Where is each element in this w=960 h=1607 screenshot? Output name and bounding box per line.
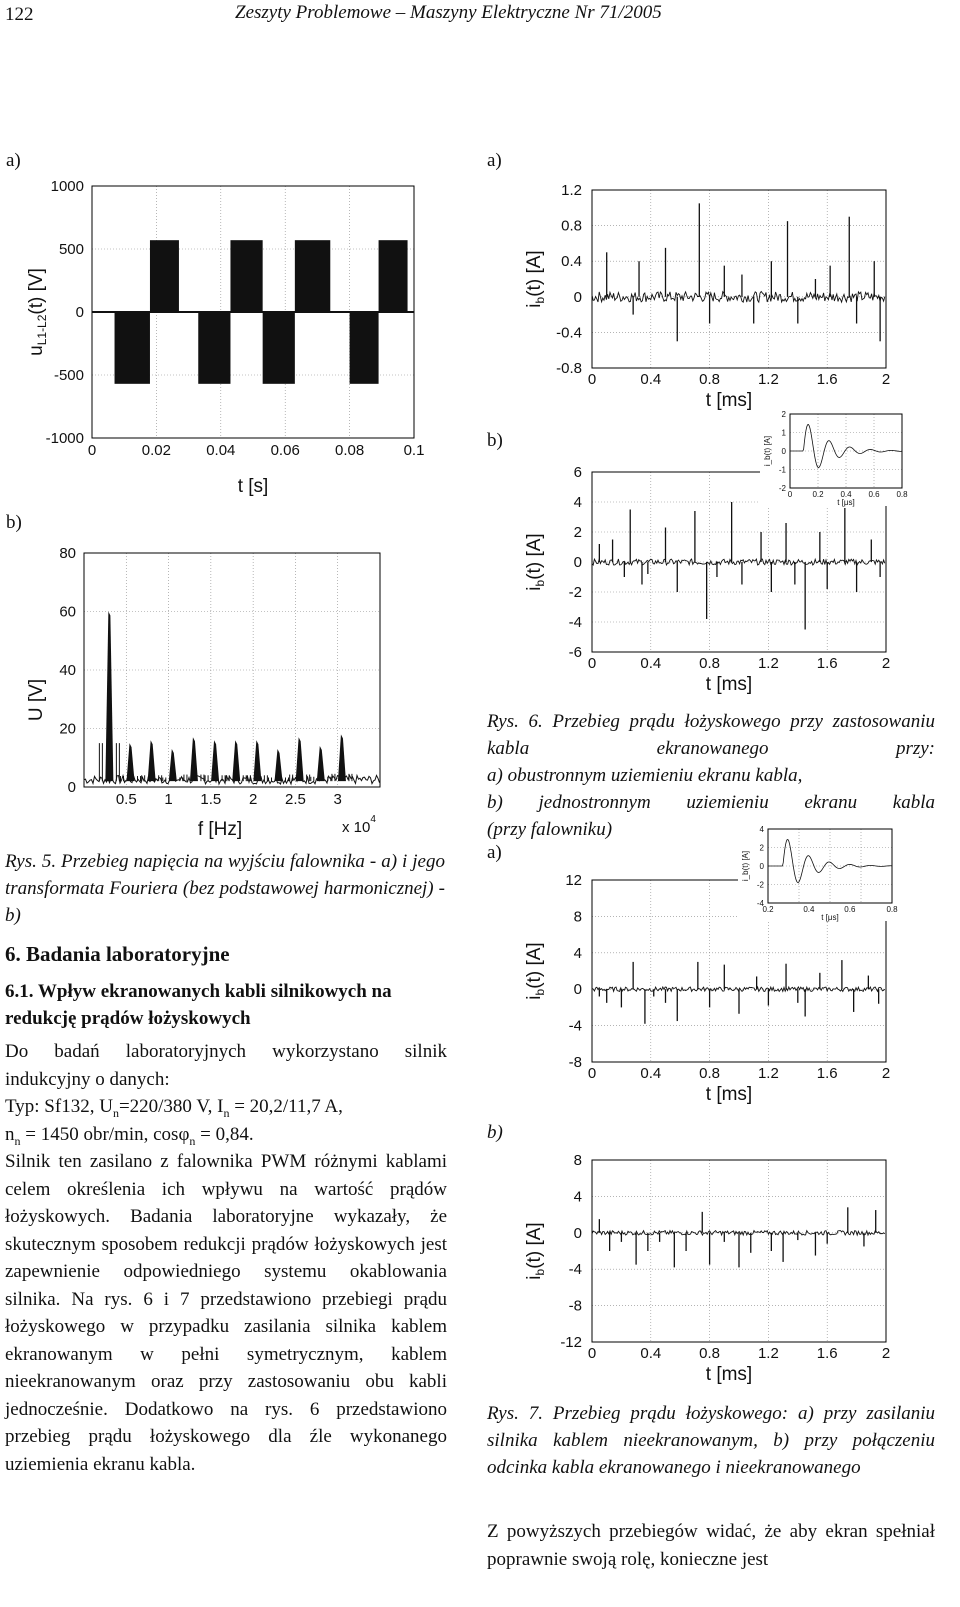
chart-6a-xtick-label: 2	[881, 371, 891, 388]
chart-5b-xtick-label: 2	[248, 791, 258, 808]
chart-5a-pwm-block	[295, 240, 330, 312]
chart-5b-ytick-label: 60	[59, 603, 76, 621]
chart-5b-xlabel: f [Hz]	[197, 819, 243, 840]
fig7-label-b: b)	[487, 1122, 503, 1143]
chart-7a-ytick-label: 0	[573, 981, 582, 999]
chart-6a-group	[524, 182, 890, 411]
chart-7b-ylabel: $i_b(t)$ [A]	[524, 1222, 547, 1280]
chart-7b-ytick-label: 8	[573, 1152, 582, 1169]
chart-7b-xtick-label: 2	[881, 1345, 891, 1362]
chart-5a-ytick-label: 1000	[50, 178, 84, 195]
chart-7a-ytick-label: -4	[568, 1017, 582, 1035]
paragraph-2: Silnik ten zasilano z falownika PWM różnymi kablami celem określenia ich wpływu na wartość prądów łożyskowych. Badania laboratoryjne wykazały, że skutecznym sposobem redukcji prądów łożyskowych jest zapewnienie odpowiedniego systemu okablowania silnika. Na rys. 6 i 7 przedstawiono przebiegi prądu łożyskowego w przypadku zasilania silnika kablem ekranowanym w pełni symetrycznym, kablem nieekranowanym oraz przy zastosowaniu obu kabli jednocześnie. Dodatkowo na rys. 6 przedstawiono przebieg prądu łożyskowego dla źle wykonanego uziemienia ekranu kabla.	[5, 1151, 447, 1475]
chart-6a-ytick-label: -0.4	[556, 324, 582, 342]
chart-6b-inset-ytick-label: 2	[781, 410, 786, 419]
chart-5b-peak	[105, 612, 113, 782]
chart-5b-ytick-label: 0	[67, 779, 76, 796]
fig6-label-b: b)	[487, 430, 503, 451]
chart-5a-pwm-block	[150, 240, 179, 312]
chart-7a-inset-ytick-label: -4	[756, 899, 764, 908]
chart-7a-ytick-label: 12	[565, 872, 582, 889]
chart-5a-ytick-label: 0	[75, 304, 84, 321]
chart-5b-peak	[338, 734, 346, 781]
chart-6b-inset-xtick-label: 0.8	[896, 490, 908, 499]
section-heading: 6. Badania laboratoryjne	[5, 942, 230, 966]
fig5-label-b: b)	[6, 512, 22, 533]
chart-7a-ylabel: $i_b(t)$ [A]	[524, 942, 547, 1000]
chart-7b-ytick-label: 0	[573, 1224, 582, 1242]
chart-5b-ytick-label: 40	[59, 662, 76, 679]
chart-6a-ytick-label: 0	[573, 288, 582, 306]
chart-7b-xlabel: t [ms]	[705, 1364, 753, 1385]
chart-7a-ytick-label: -8	[568, 1054, 582, 1071]
chart-5b-ylabel: U [V]	[26, 678, 47, 722]
fig6-label-a: a)	[487, 150, 502, 171]
chart-5a-xlabel: t [s]	[237, 476, 269, 497]
chart-6a-xtick-label: 0.4	[640, 371, 662, 388]
chart-6b-inset-xtick-label: 0.6	[868, 490, 880, 499]
chart-5a-xtick-label: 0.1	[403, 442, 425, 459]
chart-7a-inset-ytick-label: 2	[759, 843, 764, 853]
section-subheading: 6.1. Wpływ ekranowanych kabli silnikowych na redukcję prądów łożyskowych	[5, 981, 392, 1029]
chart-6a-trace	[592, 292, 885, 303]
fig7-label-a: a)	[487, 842, 502, 863]
chart-5a-xtick-label: 0.02	[141, 442, 172, 459]
chart-5a-ytick-label: 500	[58, 241, 84, 258]
chart-6b-ytick-label: 6	[573, 464, 582, 481]
chart-7a-inset-xtick-label: 0.2	[762, 905, 774, 914]
chart-7a-inset-xtick-label: 0.8	[886, 905, 898, 914]
chart-6b-ytick-label: -2	[568, 584, 582, 601]
chart-6b-inset-xtick-label: 0	[787, 490, 793, 499]
chart-6b-ylabel: $i_b(t)$ [A]	[524, 533, 547, 591]
chart-6b-xtick-label: 1.2	[757, 655, 779, 672]
chart-6b-inset-xlabel: t [μs]	[837, 498, 855, 507]
chart-7b-ytick-label: -4	[568, 1261, 582, 1279]
chart-5a-xtick-label: 0.06	[270, 442, 300, 459]
chart-6b-inset-ytick-label: 1	[781, 428, 786, 438]
motor-type-line: Typ: Sf132, $U_n=220/380$ V, $I_n = 20,2/11,7$ A,	[5, 1096, 343, 1120]
chart-5a-xtick-label: 0.04	[206, 442, 236, 459]
fig5-caption: Rys. 5. Przebieg napięcia na wyjściu falownika - a) i jego transformata Fouriera (bez podstawowej harmonicznej) - b)	[5, 851, 445, 926]
chart-6b-inset	[760, 408, 917, 507]
chart-5a-xtick-label: 0.08	[334, 442, 365, 459]
chart-5b-peak	[296, 737, 304, 781]
chart-5b-xscale: x $10^4$	[342, 814, 376, 836]
chart-6a-xlabel: t [ms]	[705, 390, 753, 411]
chart-7a-inset-xtick-label: 0.6	[844, 905, 856, 914]
chart-6b-ytick-label: 0	[573, 554, 582, 571]
chart-5a-group	[26, 178, 424, 497]
chart-5b-ytick-label: 80	[59, 545, 76, 562]
chart-5a-pwm-block	[379, 240, 408, 312]
chart-5b-peak	[275, 749, 283, 781]
fig7-caption: Rys. 7. Przebieg prądu łożyskowego: a) przy zasilaniu silnika kablem nieekranowanym, b) przy połączeniu odcinka kabla ekranowanego i nieekranowanego	[487, 1403, 935, 1478]
chart-6b-xtick-label: 0.4	[640, 655, 662, 672]
chart-6a-ylabel: $i_b(t)$ [A]	[524, 250, 547, 308]
chart-6b-inset-xtick-label: 0.4	[840, 490, 852, 499]
chart-5a-ytick-label: -1000	[45, 430, 84, 447]
fig6-caption: Rys. 6. Przebieg prądu łożyskowego przy zastosowaniu kabla ekranowanego przy: a) obustronnym uziemieniu ekranu kabla, b) jednostronnym uziemieniu ekranu kabla (przy falowniku)	[487, 711, 935, 840]
chart-6b-xlabel: t [ms]	[705, 674, 753, 695]
chart-5b-xtick-label: 1.5	[200, 791, 222, 808]
chart-5a-pwm-block	[263, 312, 295, 384]
chart-5b-peak	[169, 749, 177, 781]
section-body	[5, 1038, 447, 1478]
chart-7a-inset-ytick-label: 4	[759, 825, 764, 834]
chart-7a-xtick-label: 0.4	[640, 1065, 662, 1082]
chart-5b-peak	[317, 746, 325, 781]
chart-5b-xtick-label: 2.5	[284, 791, 306, 808]
chart-5b-xtick-label: 0.5	[115, 791, 137, 808]
chart-6b-trace	[592, 559, 885, 565]
chart-7a-inset-ytick-label: 0	[759, 862, 764, 871]
chart-5b-ytick-label: 20	[59, 720, 76, 738]
chart-7a-inset-xlabel: t [μs]	[821, 913, 839, 922]
journal-title: Zeszyty Problemowe – Maszyny Elektryczne Nr 71/2005	[235, 2, 662, 23]
motor-speed-line: $n_n = 1450$ obr/min, cosφ$_n$ = 0,84.	[5, 1123, 254, 1148]
chart-6a-ytick-label: 1.2	[561, 182, 582, 199]
chart-5b-peak	[190, 737, 198, 781]
chart-7a-xtick-label: 1.6	[816, 1065, 838, 1082]
chart-7a-xlabel: t [ms]	[705, 1084, 753, 1105]
chart-6b-inset-ytick-label: -2	[778, 484, 786, 493]
chart-5b-peak	[211, 740, 219, 781]
chart-7a-inset-xtick-label: 0.4	[803, 905, 815, 914]
chart-5a-pwm-block	[115, 312, 150, 384]
chart-6a-xtick-label: 0	[587, 371, 597, 388]
chart-5b-group	[26, 545, 380, 840]
chart-5a-ytick-label: -500	[53, 367, 84, 384]
chart-6b-ytick-label: 2	[573, 524, 582, 541]
right-column-text: Z powyższych przebiegów widać, że aby ekran spełniał poprawnie swoją rolę, konieczne jest	[487, 1521, 935, 1570]
chart-7b-xtick-label: 0.8	[699, 1345, 721, 1362]
chart-7a-xtick-label: 0	[587, 1065, 597, 1082]
chart-6b-xtick-label: 0	[587, 655, 597, 672]
chart-7a-ytick-label: 4	[573, 944, 582, 962]
chart-5b-peak	[253, 740, 261, 781]
chart-6b-inset-ytick-label: -1	[778, 465, 786, 475]
fig5-label-a: a)	[6, 150, 21, 171]
chart-6a-frame	[592, 190, 886, 368]
page-number: 122	[5, 4, 34, 25]
chart-5b-peak	[148, 740, 156, 781]
chart-6b-ytick-label: 4	[573, 494, 582, 511]
chart-7b-ytick-label: 4	[573, 1188, 582, 1206]
chart-7a-xtick-label: 1.2	[757, 1065, 779, 1082]
chart-7a-ytick-label: 8	[573, 908, 582, 926]
chart-6b-xtick-label: 1.6	[816, 655, 838, 672]
chart-7b-group	[524, 1152, 890, 1385]
chart-7a-inset-ylabel: i_b(t) [A]	[741, 850, 750, 882]
chart-5b-peak	[127, 743, 135, 781]
chart-6b-inset-ytick-label: 0	[781, 447, 786, 456]
chart-6b-xtick-label: 0.8	[699, 655, 721, 672]
chart-6b-ytick-label: -6	[568, 644, 582, 661]
chart-5a-pwm-block	[198, 312, 230, 384]
chart-7b-ytick-label: -8	[568, 1297, 582, 1315]
chart-6b-inset-xtick-label: 0.2	[812, 490, 824, 499]
chart-5a-pwm-block	[230, 240, 262, 312]
chart-5a-xtick-label: 0	[87, 442, 97, 459]
chart-5a-pwm-block	[350, 312, 379, 384]
chart-7b-xtick-label: 0	[587, 1345, 597, 1362]
chart-6a-ytick-label: 0.4	[561, 253, 582, 271]
chart-7a-xtick-label: 0.8	[699, 1065, 721, 1082]
chart-7b-xtick-label: 0.4	[640, 1345, 662, 1362]
chart-7b-ytick-label: -12	[560, 1334, 582, 1351]
chart-6b-xtick-label: 2	[881, 655, 891, 672]
chart-5a-ylabel: $u_{L1-L2}(t)$ [V]	[26, 268, 49, 356]
chart-6a-ytick-label: -0.8	[556, 360, 582, 377]
chart-6a-xtick-label: 1.2	[757, 371, 779, 388]
chart-7a-inset-ytick-label: -2	[756, 880, 764, 890]
chart-6b-inset-ylabel: i_b(t) [A]	[763, 435, 772, 467]
paragraph-1: Do badań laboratoryjnych wykorzystano silnik indukcyjny o danych:	[5, 1041, 447, 1090]
chart-7b-xtick-label: 1.6	[816, 1345, 838, 1362]
chart-7a-xtick-label: 2	[881, 1065, 891, 1082]
chart-5b-xtick-label: 3	[333, 791, 342, 808]
chart-6a-xtick-label: 0.8	[699, 371, 721, 388]
chart-6a-xtick-label: 1.6	[816, 371, 838, 388]
chart-5b-xtick-label: 1	[164, 791, 173, 808]
chart-7b-xtick-label: 1.2	[757, 1345, 779, 1362]
chart-6a-ytick-label: 0.8	[561, 217, 582, 235]
chart-5b-peak	[232, 740, 240, 781]
chart-6b-ytick-label: -4	[568, 614, 582, 631]
